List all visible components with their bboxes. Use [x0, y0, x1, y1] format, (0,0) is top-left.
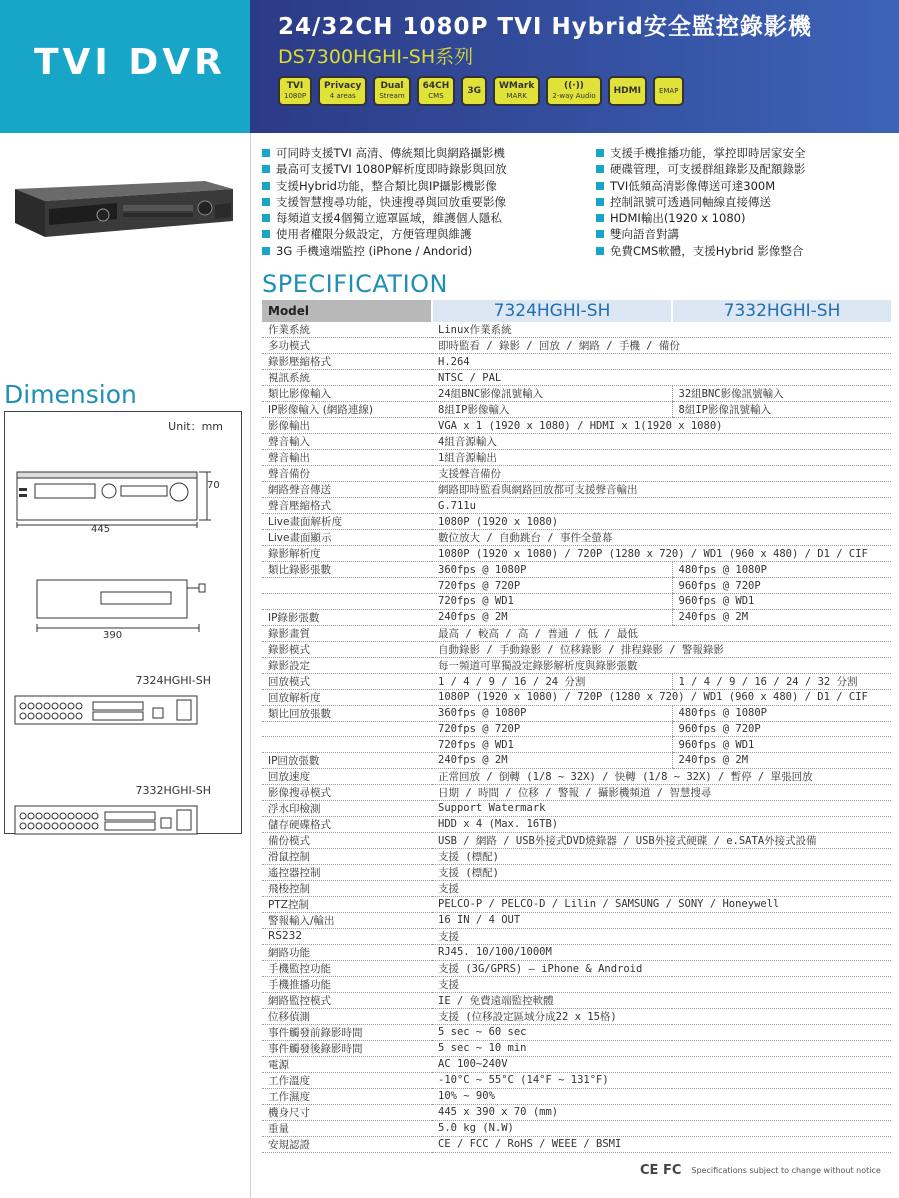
- spec-value: 支援: [432, 880, 891, 896]
- spec-row: [262, 434, 891, 450]
- spec-row: [262, 1040, 891, 1056]
- badge-top-text: WMark: [498, 81, 535, 91]
- spec-row: [262, 322, 891, 338]
- spec-row: [262, 673, 891, 689]
- spec-value-a: 240fps @ 2M: [432, 609, 672, 625]
- badge-bottom-text: CMS: [428, 92, 444, 100]
- spec-row: [262, 928, 891, 944]
- badge-bottom-text: 2-way Audio: [552, 92, 596, 100]
- spec-row: [262, 338, 891, 354]
- spec-value: 自動錄影 / 手動錄影 / 位移錄影 / 排程錄影 / 警報錄影: [432, 641, 891, 657]
- spec-row: [262, 784, 891, 800]
- spec-label: 聲音輸入: [262, 434, 432, 450]
- spec-label: 類比錄影張數: [262, 562, 432, 578]
- spec-label: 網路聲音傳送: [262, 482, 432, 498]
- spec-label: 錄影解析度: [262, 546, 432, 562]
- spec-row: [262, 625, 891, 641]
- spec-label: 作業系統: [262, 322, 432, 338]
- spec-title: SPECIFICATION: [262, 270, 448, 298]
- spec-label: IP回放張數: [262, 752, 432, 768]
- spec-value: 16 IN / 4 OUT: [432, 912, 891, 928]
- spec-label: 網路監控模式: [262, 992, 432, 1008]
- spec-row: [262, 1008, 891, 1024]
- spec-row: [262, 386, 891, 402]
- spec-row: [262, 944, 891, 960]
- feature-badge: [461, 76, 487, 106]
- spec-value-b: 32組BNC影像訊號輸入: [672, 386, 891, 402]
- dvr-product-image: [5, 175, 235, 240]
- spec-label: 錄影壓縮格式: [262, 354, 432, 370]
- spec-row: [262, 768, 891, 784]
- column-divider: [250, 133, 251, 1198]
- feature-item: 支援手機推播功能，掌控即時居家安全: [596, 145, 806, 161]
- spec-row: [262, 354, 891, 370]
- spec-value-a: 1 / 4 / 9 / 16 / 24 分割: [432, 673, 672, 689]
- feature-item: 支援Hybrid功能，整合類比與IP攝影機影像: [262, 178, 507, 194]
- dimension-title: Dimension: [4, 380, 137, 409]
- spec-row: [262, 752, 891, 768]
- spec-col-model: Model: [262, 300, 432, 322]
- badge-top-text: HDMI: [613, 86, 641, 96]
- spec-row: [262, 721, 891, 737]
- spec-row: [262, 498, 891, 514]
- spec-label: 聲音輸出: [262, 450, 432, 466]
- spec-label: 類比回放張數: [262, 705, 432, 721]
- spec-value: PELCO-P / PELCO-D / Lilin / SAMSUNG / SONY / Honeywell: [432, 896, 891, 912]
- badge-top-text: Dual: [380, 81, 404, 91]
- spec-value: 支援 (標配): [432, 864, 891, 880]
- spec-label: 視訊系統: [262, 370, 432, 386]
- product-title: 24/32CH 1080P TVI Hybrid安全監控錄影機: [278, 14, 812, 40]
- spec-value: Support Watermark: [432, 800, 891, 816]
- spec-value-b: 960fps @ 720P: [672, 578, 891, 594]
- spec-label: 回放模式: [262, 673, 432, 689]
- width-dimension: 445: [91, 524, 111, 535]
- spec-row: [262, 482, 891, 498]
- spec-label: RS232: [262, 928, 432, 944]
- feature-item: 免費CMS軟體，支援Hybrid 影像整合: [596, 243, 806, 259]
- spec-label: 飛梭控制: [262, 880, 432, 896]
- feature-badge: [493, 76, 540, 106]
- spec-value: 1080P (1920 x 1080): [432, 514, 891, 530]
- feature-item: 支援智慧搜尋功能，快速搜尋與回放重要影像: [262, 194, 507, 210]
- spec-label: [262, 593, 432, 609]
- spec-label: 多功模式: [262, 338, 432, 354]
- rear-model-b-label: 7332HGHI-SH: [135, 784, 211, 797]
- spec-value: VGA x 1 (1920 x 1080) / HDMI x 1(1920 x 1080): [432, 418, 891, 434]
- spec-label: 事件觸發前錄影時間: [262, 1024, 432, 1040]
- spec-label: 遙控器控制: [262, 864, 432, 880]
- spec-value: 最高 / 較高 / 高 / 普通 / 低 / 最低: [432, 625, 891, 641]
- badge-bottom-text: 4 areas: [329, 92, 356, 100]
- spec-row: [262, 992, 891, 1008]
- spec-row: [262, 1120, 891, 1136]
- spec-row: [262, 609, 891, 625]
- badge-top-text: 64CH: [422, 81, 450, 91]
- spec-row: [262, 370, 891, 386]
- height-dimension: 70: [207, 480, 220, 491]
- badge-top-text: Privacy: [324, 81, 362, 91]
- spec-row: [262, 1088, 891, 1104]
- certification-marks: CE FC: [640, 1163, 682, 1178]
- footer: [640, 1163, 881, 1178]
- spec-label: 事件觸發後錄影時間: [262, 1040, 432, 1056]
- spec-value-a: 8組IP影像輸入: [432, 402, 672, 418]
- spec-value-a: 720fps @ WD1: [432, 737, 672, 753]
- feature-item: 每頻道支援4個獨立遮罩區域，維護個人隱私: [262, 210, 507, 226]
- spec-value: 數位放大 / 自動跳台 / 事件全螢幕: [432, 530, 891, 546]
- spec-label: 回放速度: [262, 768, 432, 784]
- spec-value-b: 240fps @ 2M: [672, 752, 891, 768]
- spec-value: RJ45. 10/100/1000M: [432, 944, 891, 960]
- spec-col-a: 7324HGHI-SH: [432, 300, 672, 322]
- feature-item: TVI低頻高清影像傳送可達300M: [596, 178, 806, 194]
- spec-label: [262, 737, 432, 753]
- spec-label: 重量: [262, 1120, 432, 1136]
- spec-label: 機身尺寸: [262, 1104, 432, 1120]
- spec-row: [262, 960, 891, 976]
- spec-value-b: 480fps @ 1080P: [672, 705, 891, 721]
- spec-value: 支援 (位移設定區域分成22 x 15格): [432, 1008, 891, 1024]
- feature-badge: [318, 76, 367, 106]
- spec-label: 工作溫度: [262, 1072, 432, 1088]
- spec-value: IE / 免費遠端監控軟體: [432, 992, 891, 1008]
- spec-label: 浮水印檢測: [262, 800, 432, 816]
- spec-value-a: 24組BNC影像訊號輸入: [432, 386, 672, 402]
- spec-row: [262, 657, 891, 673]
- spec-label: 滑鼠控制: [262, 848, 432, 864]
- spec-row: [262, 896, 891, 912]
- badge-top-text: 3G: [467, 86, 481, 96]
- spec-row: [262, 689, 891, 705]
- feature-badge: [653, 76, 684, 106]
- feature-badges: [278, 76, 684, 106]
- footer-note: Specifications subject to change without notice: [691, 1166, 881, 1175]
- spec-label: 回放解析度: [262, 689, 432, 705]
- spec-row: [262, 530, 891, 546]
- spec-row: [262, 578, 891, 594]
- spec-value-b: 8組IP影像訊號輸入: [672, 402, 891, 418]
- spec-value: G.711u: [432, 498, 891, 514]
- product-series: DS7300HGHI-SH系列: [278, 46, 474, 68]
- feature-item: 控制訊號可透過同軸線直接傳送: [596, 194, 806, 210]
- spec-value-b: 960fps @ WD1: [672, 593, 891, 609]
- spec-label: 手機監控功能: [262, 960, 432, 976]
- spec-value: 日期 / 時間 / 位移 / 警報 / 攝影機頻道 / 智慧搜尋: [432, 784, 891, 800]
- spec-value-b: 960fps @ WD1: [672, 737, 891, 753]
- spec-value-b: 480fps @ 1080P: [672, 562, 891, 578]
- spec-row: [262, 705, 891, 721]
- feature-item: 最高可支援TVI 1080P解析度即時錄影與回放: [262, 161, 507, 177]
- spec-label: Live畫面顯示: [262, 530, 432, 546]
- depth-dimension: 390: [103, 630, 123, 641]
- feature-list-left: [262, 145, 507, 259]
- spec-row: [262, 880, 891, 896]
- spec-label: 錄影模式: [262, 641, 432, 657]
- spec-value: -10°C ~ 55°C (14°F ~ 131°F): [432, 1072, 891, 1088]
- spec-label: 安規認證: [262, 1136, 432, 1152]
- spec-row: [262, 562, 891, 578]
- brand-banner: [0, 0, 250, 133]
- spec-row: [262, 912, 891, 928]
- spec-row: [262, 1104, 891, 1120]
- spec-label: 聲音壓縮格式: [262, 498, 432, 514]
- spec-row: [262, 816, 891, 832]
- spec-value: USB / 網路 / USB外接式DVD燒錄器 / USB外接式硬碟 / e.SATA外接式設備: [432, 832, 891, 848]
- spec-value: 5.0 kg (N.W): [432, 1120, 891, 1136]
- spec-value: NTSC / PAL: [432, 370, 891, 386]
- feature-item: 使用者權限分級設定，方便管理與維護: [262, 226, 507, 242]
- spec-value-a: 360fps @ 1080P: [432, 562, 672, 578]
- spec-value: 支援聲音備份: [432, 466, 891, 482]
- spec-value: 1080P (1920 x 1080) / 720P (1280 x 720) / WD1 (960 x 480) / D1 / CIF: [432, 546, 891, 562]
- spec-value: 10% ~ 90%: [432, 1088, 891, 1104]
- spec-row: [262, 800, 891, 816]
- spec-value: AC 100~240V: [432, 1056, 891, 1072]
- spec-value-b: 960fps @ 720P: [672, 721, 891, 737]
- spec-row: [262, 418, 891, 434]
- spec-value-b: 240fps @ 2M: [672, 609, 891, 625]
- spec-row: [262, 1056, 891, 1072]
- badge-top-text: ((·)): [564, 81, 584, 91]
- spec-col-b: 7332HGHI-SH: [672, 300, 891, 322]
- spec-value-b: 1 / 4 / 9 / 16 / 24 / 32 分割: [672, 673, 891, 689]
- feature-item: 3G 手機遠端監控 (iPhone / Andorid): [262, 243, 507, 259]
- spec-value-a: 720fps @ WD1: [432, 593, 672, 609]
- spec-value: 1組音源輸出: [432, 450, 891, 466]
- rear-model-a-label: 7324HGHI-SH: [135, 674, 211, 687]
- spec-label: [262, 578, 432, 594]
- unit-label: Unit：mm: [168, 420, 223, 433]
- spec-row: [262, 976, 891, 992]
- feature-badge: [608, 76, 647, 106]
- title-banner: [250, 0, 899, 133]
- spec-value: CE / FCC / RoHS / WEEE / BSMI: [432, 1136, 891, 1152]
- badge-top-text: TVI: [286, 81, 304, 91]
- spec-value-a: 720fps @ 720P: [432, 721, 672, 737]
- feature-list-right: [596, 145, 806, 259]
- spec-label: 位移偵測: [262, 1008, 432, 1024]
- spec-label: 影像輸出: [262, 418, 432, 434]
- feature-badge: [417, 76, 456, 106]
- spec-label: 儲存硬碟格式: [262, 816, 432, 832]
- spec-label: 工作濕度: [262, 1088, 432, 1104]
- spec-value: 支援: [432, 976, 891, 992]
- spec-header-row: [262, 300, 891, 322]
- spec-label: IP錄影張數: [262, 609, 432, 625]
- spec-label: 網路功能: [262, 944, 432, 960]
- badge-bottom-text: EMAP: [658, 87, 679, 95]
- spec-row: [262, 402, 891, 418]
- feature-item: 可同時支援TVI 高清、傳統類比與網路攝影機: [262, 145, 507, 161]
- spec-label: IP影像輸入 (網路連線): [262, 402, 432, 418]
- spec-label: 備份模式: [262, 832, 432, 848]
- feature-item: 雙向語音對講: [596, 226, 806, 242]
- spec-value-a: 240fps @ 2M: [432, 752, 672, 768]
- spec-value: 即時監看 / 錄影 / 回放 / 網路 / 手機 / 備份: [432, 338, 891, 354]
- rear-view-b-drawing: [13, 802, 213, 842]
- spec-row: [262, 848, 891, 864]
- spec-row: [262, 466, 891, 482]
- feature-item: 硬碟管理，可支援群組錄影及配額錄影: [596, 161, 806, 177]
- spec-value: 1080P (1920 x 1080) / 720P (1280 x 720) / WD1 (960 x 480) / D1 / CIF: [432, 689, 891, 705]
- front-view-drawing: [13, 466, 237, 528]
- spec-label: 警報輸入/輸出: [262, 912, 432, 928]
- spec-label: 電源: [262, 1056, 432, 1072]
- spec-label: 類比影像輸入: [262, 386, 432, 402]
- spec-value: Linux作業系統: [432, 322, 891, 338]
- spec-value: 網路即時監看與網路回放都可支援聲音輸出: [432, 482, 891, 498]
- spec-label: 錄影畫質: [262, 625, 432, 641]
- rear-view-a-drawing: [13, 692, 213, 732]
- spec-value: 正常回放 / 倒轉 (1/8 ~ 32X) / 快轉 (1/8 ~ 32X) / 暫停 / 單張回放: [432, 768, 891, 784]
- spec-row: [262, 450, 891, 466]
- spec-row: [262, 641, 891, 657]
- spec-row: [262, 1136, 891, 1152]
- spec-row: [262, 514, 891, 530]
- spec-row: [262, 593, 891, 609]
- spec-value: 支援: [432, 928, 891, 944]
- badge-bottom-text: 1080P: [284, 92, 307, 100]
- spec-row: [262, 864, 891, 880]
- spec-table: [262, 300, 891, 1153]
- spec-label: [262, 721, 432, 737]
- spec-row: [262, 1072, 891, 1088]
- badge-bottom-text: MARK: [506, 92, 527, 100]
- brand-title: TVI DVR: [34, 42, 226, 83]
- spec-label: 影像搜尋模式: [262, 784, 432, 800]
- feature-item: HDMI輸出(1920 x 1080): [596, 210, 806, 226]
- spec-row: [262, 546, 891, 562]
- spec-label: 手機推播功能: [262, 976, 432, 992]
- spec-row: [262, 737, 891, 753]
- spec-value: 445 x 390 x 70 (mm): [432, 1104, 891, 1120]
- spec-value: H.264: [432, 354, 891, 370]
- spec-label: 錄影設定: [262, 657, 432, 673]
- dimension-panel: [4, 411, 242, 834]
- spec-row: [262, 832, 891, 848]
- spec-value-a: 720fps @ 720P: [432, 578, 672, 594]
- spec-label: Live畫面解析度: [262, 514, 432, 530]
- badge-bottom-text: Stream: [379, 92, 405, 100]
- spec-value: 4組音源輸入: [432, 434, 891, 450]
- feature-badge: [546, 76, 601, 106]
- spec-value: 5 sec ~ 10 min: [432, 1040, 891, 1056]
- spec-value: HDD x 4 (Max. 16TB): [432, 816, 891, 832]
- spec-value: 每一頻道可單獨設定錄影解析度與錄影張數: [432, 657, 891, 673]
- spec-row: [262, 1024, 891, 1040]
- spec-value: 支援 (3G/GPRS) – iPhone & Android: [432, 960, 891, 976]
- side-view-drawing: [13, 574, 237, 634]
- feature-badge: [278, 76, 312, 106]
- spec-value: 支援 (標配): [432, 848, 891, 864]
- spec-label: PTZ控制: [262, 896, 432, 912]
- spec-value: 5 sec ~ 60 sec: [432, 1024, 891, 1040]
- spec-label: 聲音備份: [262, 466, 432, 482]
- feature-badge: [373, 76, 410, 106]
- spec-value-a: 360fps @ 1080P: [432, 705, 672, 721]
